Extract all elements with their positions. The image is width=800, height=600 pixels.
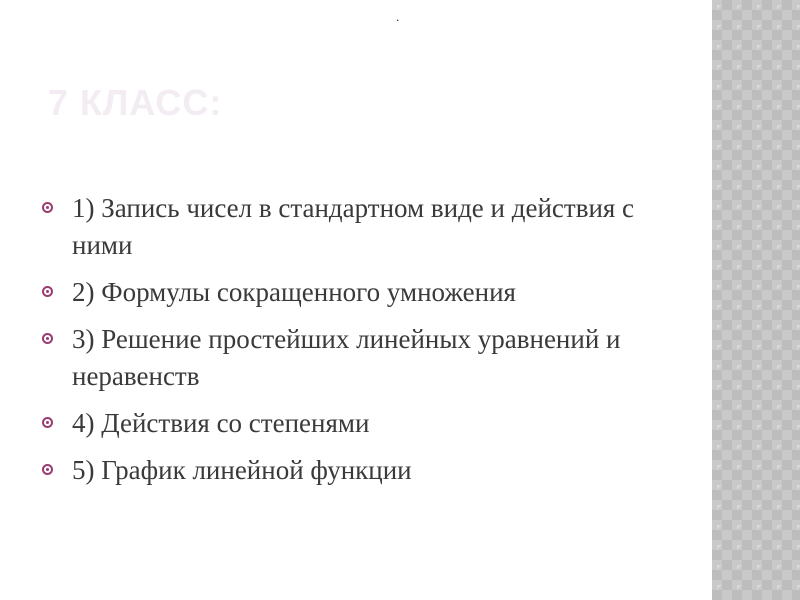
list-item — [40, 452, 700, 489]
circle-bullet-icon — [42, 464, 53, 475]
list-item — [40, 190, 700, 264]
decorative-side-panel — [712, 0, 800, 600]
top-dot-mark: . — [396, 10, 400, 24]
circle-bullet-icon — [42, 202, 53, 213]
circle-bullet-icon — [42, 286, 53, 297]
list-item — [40, 405, 700, 442]
list-item-text: 5) График линейной функции — [72, 455, 412, 485]
list-item-text: 1) Запись чисел в стандартном виде и действия с ними — [72, 193, 635, 260]
list-item-text: 3) Решение простейших линейных уравнений и неравенств — [72, 324, 621, 391]
list-item — [40, 274, 700, 311]
topic-list — [40, 190, 700, 499]
list-item-text: 2) Формулы сокращенного умножения — [72, 277, 516, 307]
circle-bullet-icon — [42, 417, 53, 428]
slide-title: 7 КЛАСС: — [48, 82, 223, 123]
circle-bullet-icon — [42, 333, 53, 344]
list-item-text: 4) Действия со степенями — [72, 408, 370, 438]
list-item — [40, 321, 700, 395]
